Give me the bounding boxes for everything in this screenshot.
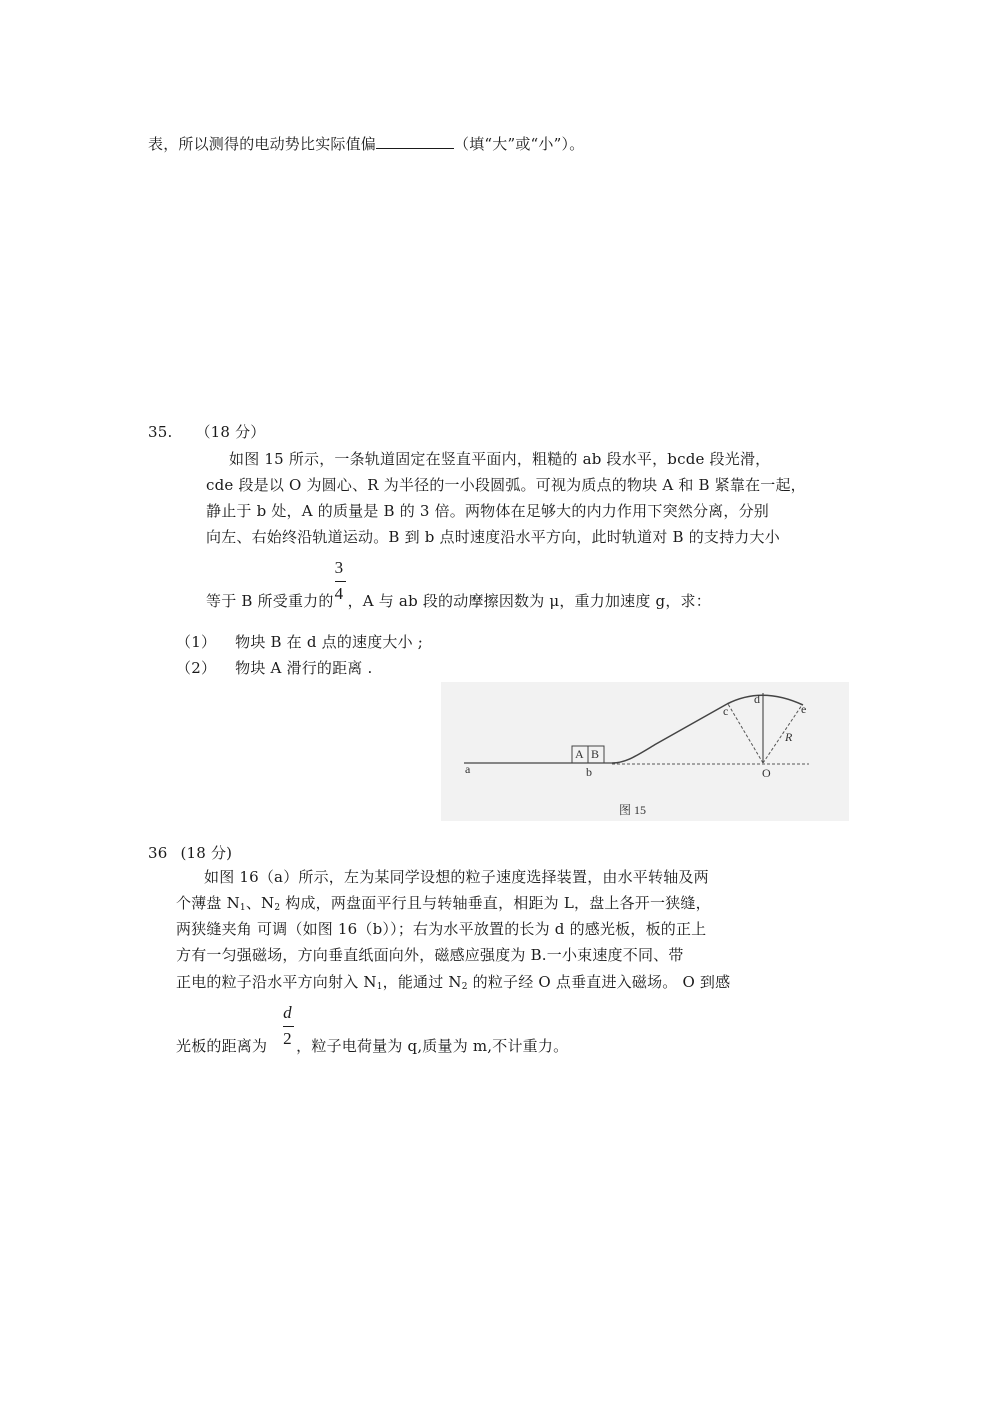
subscript-1: 1 <box>239 903 246 913</box>
fraction-bar <box>335 581 346 582</box>
fraction-numerator: 3 <box>334 558 344 577</box>
label-R: R <box>785 730 793 744</box>
text-part: 的粒子经 O 点垂直进入磁场。 O 到感 <box>467 973 731 991</box>
fraction-numerator: d <box>283 1003 292 1022</box>
label-b: b <box>586 765 592 779</box>
text-part: 正电的粒子沿水平方向射入 N <box>176 973 377 991</box>
label-d: d <box>754 692 760 706</box>
fraction-bar <box>283 1026 294 1027</box>
q35-subquestion-1 <box>176 632 423 652</box>
q35-line-2: cde 段是以 O 为圆心、R 为半径的一小段圆弧。可视为质点的物块 A 和 B 紧靠在一起， <box>206 476 806 494</box>
fill-blank-prefix: 表，所以测得的电动势比实际值偏 <box>148 135 377 153</box>
label-a: a <box>465 762 471 776</box>
q35-line-3: 静止于 b 处，A 的质量是 B 的 3 倍。两物体在足够大的内力作用下突然分离，分别 <box>206 502 769 520</box>
q35-fraction-line <box>206 558 711 611</box>
fraction-denominator: 2 <box>283 1029 292 1048</box>
subscript-2: 2 <box>461 982 468 992</box>
text-part: 构成，两盘面平行且与转轴垂直，相距为 L，盘上各开一狭缝， <box>280 894 711 912</box>
figure-15-track-diagram <box>441 682 849 821</box>
subquestion-index: （2） <box>176 659 217 677</box>
q36-score: (18 分) <box>180 844 233 862</box>
block-A-label: A <box>575 747 584 761</box>
label-e: e <box>801 702 807 716</box>
q36-fraction-prefix: 光板的距离为 <box>176 1037 273 1055</box>
q35-number: 35. <box>148 423 173 441</box>
q35-header <box>148 422 266 442</box>
subquestion-text: 物块 B 在 d 点的速度大小 ; <box>235 633 424 651</box>
label-O: O <box>762 766 771 780</box>
q35-line-1: 如图 15 所示，一条轨道固定在竖直平面内，粗糙的 ab 段水平，bcde 段光滑， <box>229 450 771 468</box>
figure-caption: 图 15 <box>619 803 647 817</box>
q36-fraction-line <box>176 1003 569 1056</box>
subquestion-text: 物块 A 滑行的距离 . <box>235 659 373 677</box>
q36-header <box>148 843 232 863</box>
label-c: c <box>723 704 729 718</box>
answer-blank[interactable] <box>376 134 454 149</box>
q35-fraction-suffix: ，A 与 ab 段的动摩擦因数为 μ，重力加速度 g，求： <box>347 592 711 610</box>
fraction-three-quarters <box>334 558 348 606</box>
subscript-1: 1 <box>376 982 383 992</box>
q36-line-2 <box>176 893 711 918</box>
text-part: 、N <box>245 894 275 912</box>
q35-line-4: 向左、右始终沿轨道运动。B 到 b 点时速度沿水平方向，此时轨道对 B 的支持力大小 <box>206 528 780 546</box>
q35-subquestion-2 <box>176 658 372 678</box>
fill-blank-suffix: （填“大”或“小”）。 <box>454 135 585 153</box>
block-B-label: B <box>591 747 600 761</box>
q35-fraction-prefix: 等于 B 所受重力的 <box>206 592 334 610</box>
fraction-d-over-2 <box>282 1003 296 1051</box>
fill-blank-line <box>148 134 584 154</box>
text-part: ，能通过 N <box>382 973 462 991</box>
q35-score: （18 分） <box>195 423 266 441</box>
q36-line-5 <box>176 972 730 997</box>
text-part: 个薄盘 N <box>176 894 240 912</box>
fraction-denominator: 4 <box>334 584 344 603</box>
q36-line-3: 两狭缝夹角 可调（如图 16（b））；右为水平放置的长为 d 的感光板，板的正上 <box>176 920 707 938</box>
q36-line-1: 如图 16（a）所示，左为某同学设想的粒子速度选择装置，由水平转轴及两 <box>204 868 709 886</box>
q36-number: 36 <box>148 844 168 862</box>
subquestion-index: （1） <box>176 633 217 651</box>
q36-fraction-suffix: ，粒子电荷量为 q,质量为 m,不计重力。 <box>296 1037 569 1055</box>
subscript-2: 2 <box>274 903 281 913</box>
q36-line-4: 方有一匀强磁场，方向垂直纸面向外，磁感应强度为 B.一小束速度不同、带 <box>176 946 684 964</box>
